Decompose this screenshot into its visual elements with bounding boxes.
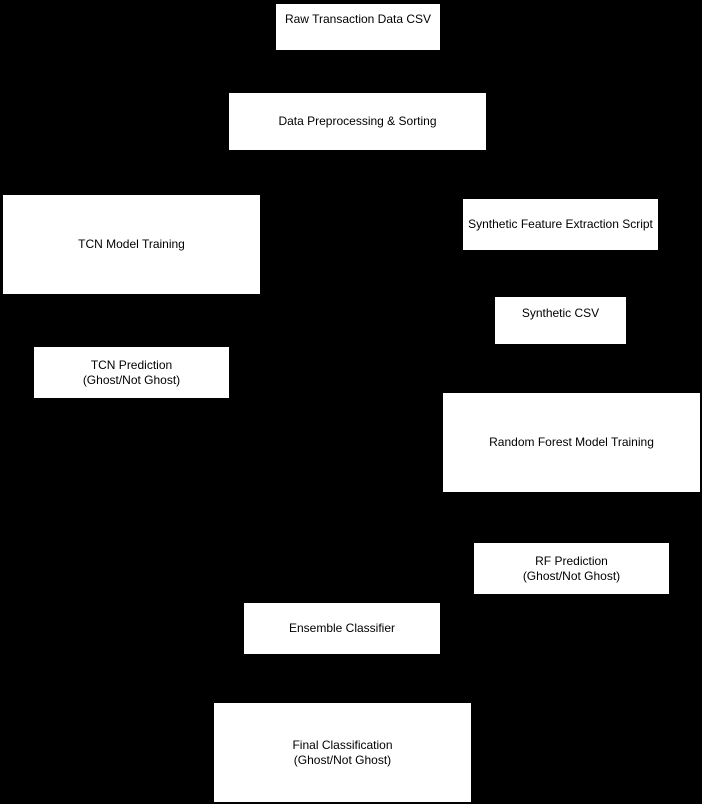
node-ensemble-classifier-label: Ensemble Classifier [288, 621, 396, 635]
node-tcn-prediction [33, 346, 230, 399]
node-raw-transaction-csv [275, 3, 441, 51]
node-tcn-prediction-text [83, 358, 180, 388]
node-rf-prediction-subtitle: (Ghost/Not Ghost) [522, 568, 621, 583]
node-rf-prediction [473, 542, 670, 595]
node-final-classification-title: Final Classification [292, 737, 393, 752]
node-final-classification-text [292, 738, 392, 768]
node-tcn-prediction-subtitle: (Ghost/Not Ghost) [82, 372, 181, 387]
node-tcn-prediction-title: TCN Prediction [90, 357, 173, 372]
node-data-preprocessing-label: Data Preprocessing & Sorting [278, 114, 437, 128]
node-rf-prediction-title: RF Prediction [535, 553, 608, 568]
node-final-classification [213, 702, 472, 803]
node-random-forest-model-training-label: Random Forest Model Training [489, 435, 654, 449]
node-synthetic-feature-extraction-script-label: Synthetic Feature Extraction Script [468, 217, 653, 231]
node-synthetic-feature-extraction-script [462, 198, 659, 251]
node-data-preprocessing [228, 92, 487, 151]
node-tcn-model-training-label: TCN Model Training [78, 237, 185, 251]
node-raw-transaction-csv-label: Raw Transaction Data CSV [284, 12, 432, 26]
node-synthetic-csv-label: Synthetic CSV [521, 306, 600, 320]
node-ensemble-classifier [243, 602, 441, 655]
node-tcn-model-training [2, 194, 261, 295]
node-final-classification-subtitle: (Ghost/Not Ghost) [293, 752, 392, 767]
node-rf-prediction-text [523, 554, 620, 584]
node-random-forest-model-training [442, 392, 701, 493]
node-synthetic-csv [494, 296, 627, 345]
